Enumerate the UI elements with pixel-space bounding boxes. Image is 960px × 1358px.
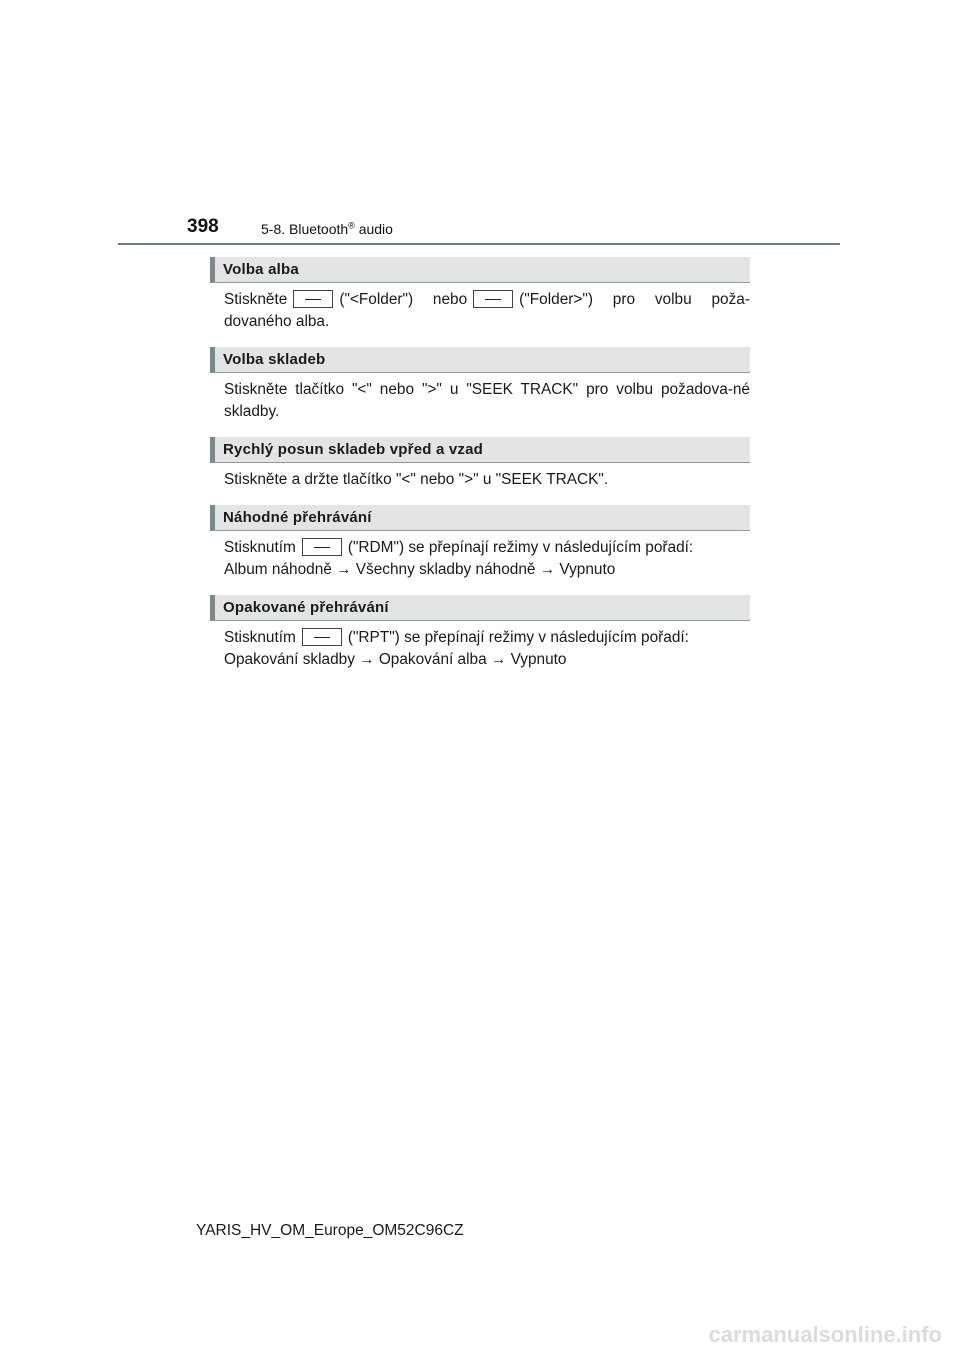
section-fast-seek: [210, 437, 750, 491]
registered-mark: ®: [348, 220, 355, 231]
section-album-select: [210, 257, 750, 333]
button-placeholder-icon: [473, 290, 513, 308]
body-text-part: ("RPT") se přepínají režimy v následujícím pořadí:: [347, 629, 689, 646]
section-body: [224, 537, 750, 581]
button-placeholder-icon: [302, 538, 342, 556]
page-content: [210, 257, 750, 685]
section-body: [224, 627, 750, 671]
body-text-part: ("<Folder") nebo: [339, 291, 468, 308]
section-random-play: [210, 505, 750, 581]
button-placeholder-icon: [293, 290, 333, 308]
page-number: 398: [187, 216, 219, 237]
body-text-part: ("RDM") se přepínají režimy v následujícím pořadí:: [347, 539, 694, 556]
header-rule: [118, 243, 840, 245]
section-heading: Náhodné přehrávání: [210, 505, 750, 531]
body-text-part: Album náhodně → Všechny skladby náhodně → Vypnuto: [224, 561, 616, 578]
section-repeat-play: [210, 595, 750, 671]
section-heading: Volba skladeb: [210, 347, 750, 373]
section-track-select: [210, 347, 750, 423]
section-body: Stiskněte tlačítko "<" nebo ">" u "SEEK TRACK" pro volbu požadova-né skladby.: [224, 381, 750, 420]
section-body: [224, 289, 750, 333]
section-heading: Opakované přehrávání: [210, 595, 750, 621]
section-name: 5-8. Bluetooth: [261, 221, 349, 237]
section-heading: Rychlý posun skladeb vpřed a vzad: [210, 437, 750, 463]
section-suffix: audio: [354, 221, 393, 237]
body-text-part: ("Folder>") pro volbu poža-dovaného alba.: [224, 291, 750, 330]
body-text-part: Stisknutím: [224, 539, 296, 556]
watermark: carmanualsonline.info: [708, 1322, 942, 1347]
body-text-part: Stiskněte: [224, 291, 288, 308]
body-text-part: Stisknutím: [224, 629, 296, 646]
section-body: Stiskněte a držte tlačítko "<" nebo ">" u "SEEK TRACK".: [224, 471, 609, 488]
section-heading: Volba alba: [210, 257, 750, 283]
document-code: YARIS_HV_OM_Europe_OM52C96CZ: [196, 1222, 464, 1239]
section-title: [261, 221, 393, 237]
button-placeholder-icon: [302, 628, 342, 646]
body-text-part: Opakování skladby → Opakování alba → Vypnuto: [224, 651, 567, 668]
